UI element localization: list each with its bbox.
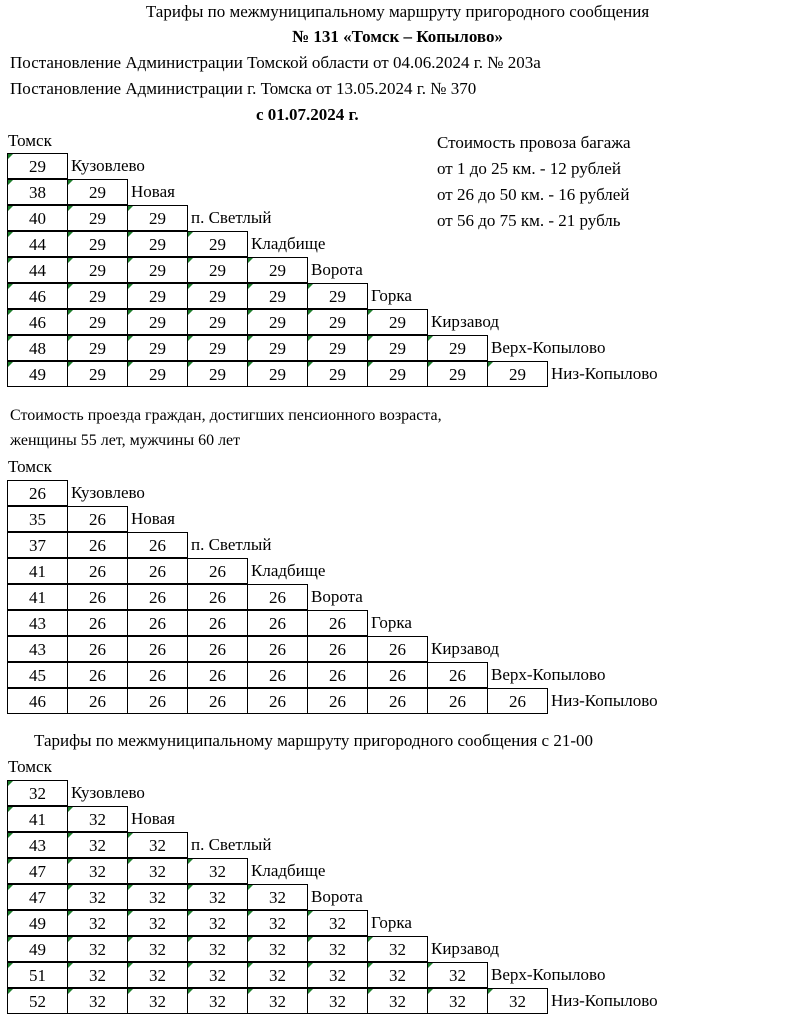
fare-cell: 26 [127, 532, 188, 558]
fare-from-origin-cell: 41 [7, 806, 68, 832]
fare-cell: 29 [487, 361, 548, 387]
fare-cell: 26 [187, 636, 248, 662]
stop-name: п. Светлый [191, 835, 272, 854]
fare-cell: 29 [247, 283, 308, 309]
fare-cell: 26 [427, 688, 488, 714]
table-row [7, 910, 412, 936]
fare-cell: 32 [127, 910, 188, 936]
pension-note-2: женщины 55 лет, мужчины 60 лет [10, 432, 241, 449]
fare-cell: 29 [367, 309, 428, 335]
table-row [7, 506, 175, 532]
table-row [7, 205, 271, 231]
decree-city: Постановление Администрации г. Томска от 13.05.2024 г. № 370 [10, 79, 477, 98]
fare-cell: 32 [427, 962, 488, 988]
title-route: № 131 «Томск – Копылово» [292, 27, 503, 46]
fare-cell: 29 [367, 361, 428, 387]
fare-cell: 29 [187, 361, 248, 387]
fare-cell: 26 [127, 584, 188, 610]
fare-cell: 26 [127, 610, 188, 636]
baggage-block [437, 130, 631, 234]
fare-cell: 32 [247, 884, 308, 910]
fare-cell: 26 [67, 558, 128, 584]
fare-cell: 32 [127, 832, 188, 858]
fare-cell: 32 [247, 988, 308, 1014]
fare-cell: 29 [67, 205, 128, 231]
table-row [7, 688, 658, 714]
stop-name: Кирзавод [431, 939, 499, 958]
stop-name: Верх-Копылово [491, 665, 606, 684]
stop-name: Низ-Копылово [551, 691, 658, 710]
fare-from-origin-cell: 44 [7, 257, 68, 283]
fare-from-origin-cell: 51 [7, 962, 68, 988]
fare-cell: 32 [187, 936, 248, 962]
stop-name: п. Светлый [191, 535, 272, 554]
fare-cell: 29 [127, 309, 188, 335]
fare-from-origin-cell: 46 [7, 283, 68, 309]
fare-cell: 32 [67, 806, 128, 832]
table-row [7, 480, 145, 506]
table-row [7, 988, 658, 1014]
night-heading: Тарифы по межмуниципальному маршруту пригородного сообщения с 21-00 [34, 731, 594, 750]
fare-cell: 32 [427, 988, 488, 1014]
baggage-line: от 26 до 50 км. - 16 рублей [437, 185, 630, 204]
stop-name: Кладбище [251, 861, 326, 880]
fare-cell: 32 [247, 910, 308, 936]
table-row [7, 832, 271, 858]
stop-name: п. Светлый [191, 208, 272, 227]
fare-cell: 26 [187, 662, 248, 688]
table-row [7, 858, 325, 884]
fare-cell: 32 [127, 936, 188, 962]
fare-cell: 29 [307, 335, 368, 361]
table-row [7, 806, 175, 832]
fare-from-origin-cell: 49 [7, 936, 68, 962]
fare-from-origin-cell: 41 [7, 584, 68, 610]
fare-cell: 32 [307, 988, 368, 1014]
fare-from-origin-cell: 40 [7, 205, 68, 231]
fare-cell: 32 [67, 936, 128, 962]
fare-from-origin-cell: 46 [7, 688, 68, 714]
stop-name: Кладбище [251, 561, 326, 580]
fare-from-origin-cell: 48 [7, 335, 68, 361]
fare-cell: 32 [67, 988, 128, 1014]
fare-cell: 32 [187, 910, 248, 936]
fare-cell: 32 [367, 988, 428, 1014]
stop-name: Кузовлево [71, 783, 145, 802]
table-row [7, 610, 412, 636]
origin-label: Томск [8, 757, 52, 776]
fare-cell: 29 [247, 361, 308, 387]
stop-name: Кирзавод [431, 639, 499, 658]
fare-cell: 29 [247, 309, 308, 335]
table-row [7, 532, 271, 558]
stop-name: Верх-Копылово [491, 965, 606, 984]
fare-from-origin-cell: 29 [7, 153, 68, 179]
fare-cell: 29 [127, 231, 188, 257]
fare-cell: 26 [67, 662, 128, 688]
fare-cell: 26 [127, 662, 188, 688]
fare-cell: 26 [127, 688, 188, 714]
table-row [7, 283, 412, 309]
stop-name: Горка [371, 286, 412, 305]
fare-cell: 32 [307, 910, 368, 936]
table-row [7, 231, 325, 257]
stop-name: Низ-Копылово [551, 364, 658, 383]
fare-cell: 26 [67, 636, 128, 662]
fare-cell: 26 [307, 610, 368, 636]
fare-cell: 29 [67, 335, 128, 361]
fare-from-origin-cell: 43 [7, 636, 68, 662]
fare-cell: 26 [67, 610, 128, 636]
origin-label: Томск [8, 131, 52, 150]
fare-cell: 26 [187, 688, 248, 714]
fare-cell: 32 [307, 936, 368, 962]
stop-name: Кузовлево [71, 156, 145, 175]
fare-cell: 26 [307, 688, 368, 714]
origin-label: Томск [8, 457, 52, 476]
fare-cell: 29 [187, 283, 248, 309]
table-row [7, 636, 499, 662]
fare-from-origin-cell: 52 [7, 988, 68, 1014]
fare-cell: 26 [67, 688, 128, 714]
effective-date: с 01.07.2024 г. [256, 105, 359, 124]
fare-from-origin-cell: 41 [7, 558, 68, 584]
fare-from-origin-cell: 43 [7, 610, 68, 636]
fare-cell: 26 [367, 688, 428, 714]
stop-name: Горка [371, 913, 412, 932]
fare-from-origin-cell: 32 [7, 780, 68, 806]
table-row [7, 962, 605, 988]
stop-name: Новая [131, 182, 175, 201]
fare-from-origin-cell: 26 [7, 480, 68, 506]
fare-cell: 26 [247, 610, 308, 636]
fare-cell: 29 [127, 283, 188, 309]
fare-cell: 29 [67, 179, 128, 205]
fare-from-origin-cell: 35 [7, 506, 68, 532]
fare-from-origin-cell: 49 [7, 910, 68, 936]
stop-name: Ворота [311, 260, 363, 279]
fare-cell: 32 [67, 858, 128, 884]
fare-cell: 29 [67, 361, 128, 387]
table-row [7, 361, 658, 387]
stop-name: Ворота [311, 887, 363, 906]
fare-from-origin-cell: 47 [7, 858, 68, 884]
fare-cell: 29 [187, 257, 248, 283]
fare-from-origin-cell: 46 [7, 309, 68, 335]
fare-cell: 26 [67, 584, 128, 610]
fare-cell: 29 [427, 361, 488, 387]
fare-from-origin-cell: 45 [7, 662, 68, 688]
fare-from-origin-cell: 49 [7, 361, 68, 387]
baggage-line: от 56 до 75 км. - 21 рубль [437, 211, 621, 230]
baggage-title: Стоимость провоза багажа [437, 133, 631, 152]
table-row [7, 335, 605, 361]
pension-note-1: Стоимость проезда граждан, достигших пенсионного возраста, [10, 407, 442, 424]
fare-cell: 32 [187, 884, 248, 910]
fare-cell: 29 [127, 257, 188, 283]
fare-cell: 26 [307, 636, 368, 662]
table-row [7, 780, 145, 806]
fare-cell: 32 [247, 936, 308, 962]
fare-cell: 29 [127, 205, 188, 231]
fare-cell: 29 [367, 335, 428, 361]
table-row [7, 584, 363, 610]
table-row [7, 936, 499, 962]
stop-name: Новая [131, 509, 175, 528]
fare-cell: 29 [247, 335, 308, 361]
fare-cell: 29 [67, 309, 128, 335]
fare-cell: 26 [67, 532, 128, 558]
fare-cell: 32 [127, 884, 188, 910]
fare-cell: 32 [187, 962, 248, 988]
table-row [7, 662, 605, 688]
title-line-1: Тарифы по межмуниципальному маршруту пригородного сообщения [145, 2, 650, 21]
fare-cell: 29 [247, 257, 308, 283]
fare-cell: 29 [187, 231, 248, 257]
stop-name: Кирзавод [431, 312, 499, 331]
fare-cell: 32 [67, 910, 128, 936]
fare-cell: 26 [187, 584, 248, 610]
table-row [7, 309, 499, 335]
fare-from-origin-cell: 43 [7, 832, 68, 858]
decree-region: Постановление Администрации Томской области от 04.06.2024 г. № 203а [10, 53, 541, 72]
table-row [7, 179, 175, 205]
fare-cell: 32 [67, 884, 128, 910]
fare-cell: 32 [67, 962, 128, 988]
stop-name: Кладбище [251, 234, 326, 253]
fare-cell: 26 [127, 636, 188, 662]
table-row [7, 257, 363, 283]
fare-cell: 26 [187, 610, 248, 636]
fare-cell: 32 [367, 962, 428, 988]
fare-cell: 32 [307, 962, 368, 988]
fare-cell: 26 [307, 662, 368, 688]
fare-cell: 26 [187, 558, 248, 584]
fare-cell: 32 [67, 832, 128, 858]
fare-cell: 29 [427, 335, 488, 361]
table-row [7, 558, 325, 584]
fare-cell: 32 [367, 936, 428, 962]
fare-cell: 32 [247, 962, 308, 988]
fare-cell: 29 [67, 283, 128, 309]
fare-cell: 29 [127, 361, 188, 387]
stop-name: Кузовлево [71, 483, 145, 502]
fare-from-origin-cell: 44 [7, 231, 68, 257]
stop-name: Горка [371, 613, 412, 632]
fare-cell: 26 [247, 662, 308, 688]
stop-name: Новая [131, 809, 175, 828]
stop-name: Ворота [311, 587, 363, 606]
fare-cell: 29 [127, 335, 188, 361]
fare-cell: 29 [307, 361, 368, 387]
table-row [7, 153, 145, 179]
fare-cell: 26 [67, 506, 128, 532]
fare-cell: 26 [247, 688, 308, 714]
fare-from-origin-cell: 47 [7, 884, 68, 910]
fare-cell: 29 [307, 309, 368, 335]
fare-cell: 26 [367, 636, 428, 662]
stop-name: Низ-Копылово [551, 991, 658, 1010]
baggage-line: от 1 до 25 км. - 12 рублей [437, 159, 621, 178]
fare-cell: 26 [367, 662, 428, 688]
fare-cell: 32 [127, 962, 188, 988]
fare-cell: 32 [187, 858, 248, 884]
fare-cell: 29 [187, 335, 248, 361]
fare-from-origin-cell: 37 [7, 532, 68, 558]
fare-cell: 32 [187, 988, 248, 1014]
fare-cell: 26 [247, 636, 308, 662]
fare-cell: 26 [427, 662, 488, 688]
fare-cell: 26 [487, 688, 548, 714]
fare-cell: 32 [127, 988, 188, 1014]
fare-cell: 29 [67, 257, 128, 283]
fare-cell: 29 [307, 283, 368, 309]
stop-name: Верх-Копылово [491, 338, 606, 357]
fare-cell: 29 [67, 231, 128, 257]
fare-cell: 26 [247, 584, 308, 610]
fare-cell: 32 [487, 988, 548, 1014]
fare-from-origin-cell: 38 [7, 179, 68, 205]
fare-cell: 26 [127, 558, 188, 584]
table-row [7, 884, 363, 910]
fare-cell: 29 [187, 309, 248, 335]
fare-cell: 32 [127, 858, 188, 884]
